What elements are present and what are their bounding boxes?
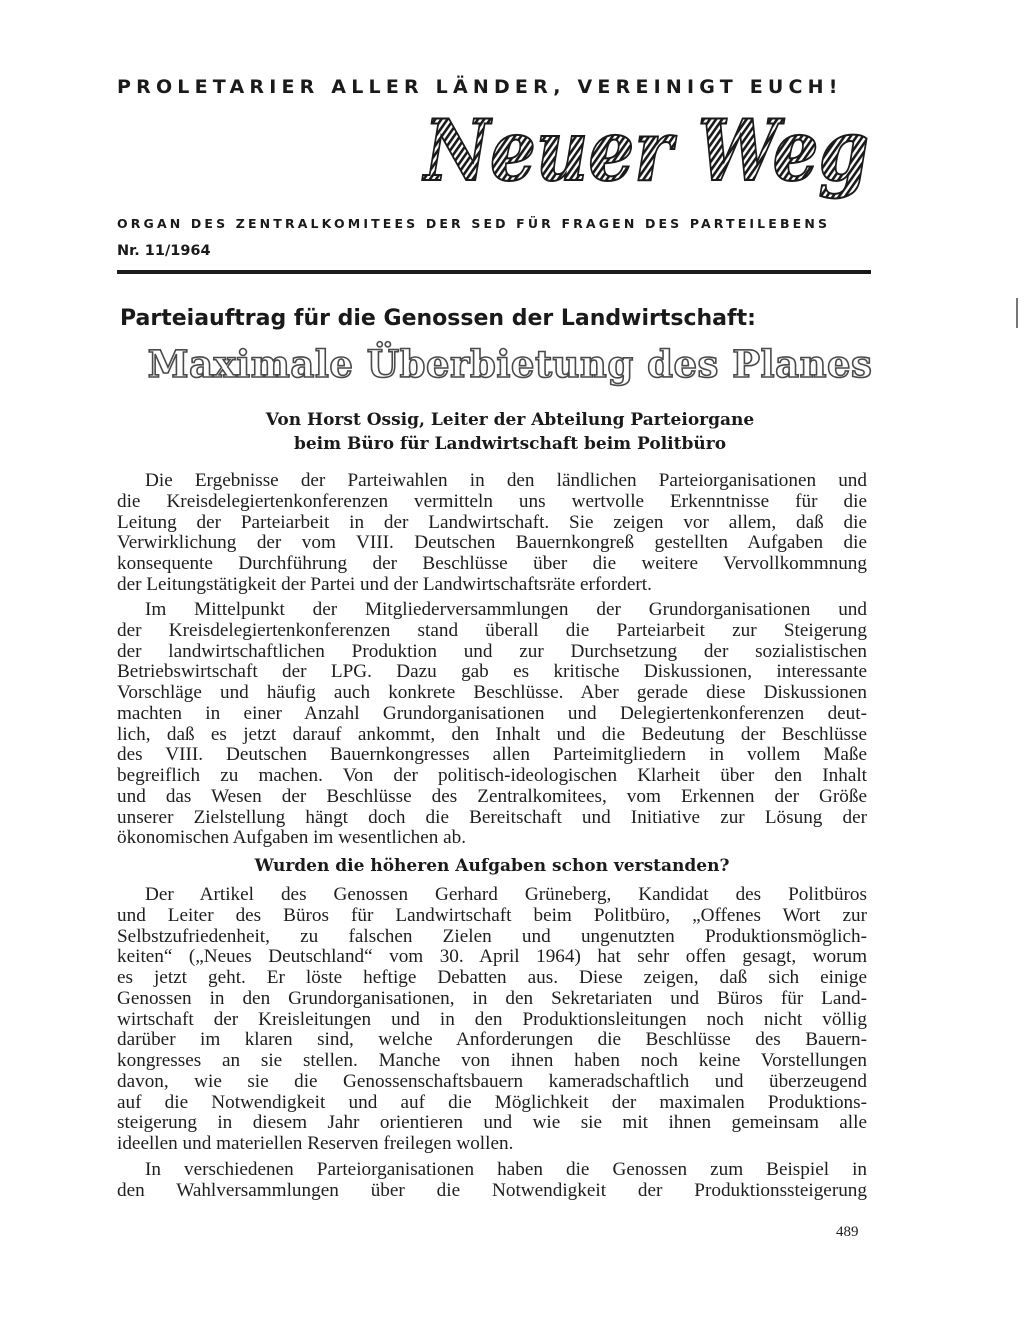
text-line: der Leitungstätigkeit der Partei und der Landwirtschaftsräte erfordert. [117, 573, 652, 595]
text-line: kongresses an sie stellen. Manche von ihnen haben noch keine Vorstellungen [117, 1050, 867, 1071]
text-line: die Kreisdelegiertenkonferenzen vermitteln uns wertvolle Erkenntnisse für die [117, 490, 867, 512]
text-line: unserer Zielstellung hängt doch die Bereitschaft und Initiative zur Lösung der [117, 806, 867, 828]
paragraph-1 [117, 471, 867, 596]
masthead-divider [117, 270, 871, 274]
text-line: auf die Notwendigkeit und auf die Möglichkeit der maximalen Produktions- [117, 1091, 867, 1113]
article-headline: Maximale Überbietung des Planes [147, 342, 873, 386]
paragraph-4 [117, 1160, 867, 1202]
article-kicker: Parteiauftrag für die Genossen der Landwirtschaft: [120, 306, 756, 331]
text-line: darüber im klaren sind, welche Anforderungen die Beschlüsse des Bauern- [117, 1029, 867, 1051]
text-line: Leitung der Parteiarbeit in der Landwirtschaft. Sie zeigen vor allem, daß die [117, 511, 867, 533]
text-line: In verschiedenen Parteiorganisationen haben die Genossen zum Beispiel in [145, 1159, 867, 1180]
text-line: und Leiter des Büros für Landwirtschaft beim Politbüro, „Offenes Wort zur [117, 904, 867, 926]
masthead-organ-line: ORGAN DES ZENTRALKOMITEES DER SED FÜR FRAGEN DES PARTEILEBENS [117, 216, 831, 231]
text-line: des VIII. Deutschen Bauernkongresses allen Parteimitgliedern in vollem Maße [117, 744, 867, 766]
paragraph-3 [117, 885, 867, 1155]
text-line: davon, wie sie die Genossenschaftsbauern kameradschaftlich und überzeugend [117, 1070, 867, 1092]
paragraph-2 [117, 600, 867, 849]
masthead-title [420, 101, 875, 204]
scan-edge-mark [1016, 298, 1018, 328]
byline-line: Von Horst Ossig, Leiter der Abteilung Parteiorgane [265, 410, 755, 430]
text-line: der Kreisdelegiertenkonferenzen stand überall die Parteiarbeit zur Steigerung [117, 619, 867, 641]
text-line: Vorschläge und häufig auch konkrete Beschlüsse. Aber gerade diese Diskussionen [117, 682, 867, 703]
text-line: lich, daß es jetzt darauf ankommt, den Inhalt und die Bedeutung der Beschlüsse [117, 723, 867, 745]
text-line: den Wahlversammlungen über die Notwendigkeit der Produktionssteigerung [117, 1179, 867, 1201]
text-line: Selbstzufriedenheit, zu falschen Zielen und ungenutzten Produktionsmöglich- [117, 925, 867, 947]
text-line: keiten“ („Neues Deutschland“ vom 30. April 1964) hat sehr offen gesagt, worum [117, 946, 867, 968]
article-subheading: Wurden die höheren Aufgaben schon verstanden? [254, 856, 730, 876]
text-line: Betriebswirtschaft der LPG. Dazu gab es kritische Diskussionen, interessante [117, 661, 867, 683]
text-line: es jetzt geht. Er löste heftige Debatten aus. Diese zeigen, daß sich einige [117, 967, 867, 988]
text-line: steigerung in diesem Jahr orientieren und wie sie mit ihnen gemeinsam alle [117, 1112, 867, 1134]
text-line: Verwirklichung der vom VIII. Deutschen Bauernkongreß gestellten Aufgaben die [117, 532, 867, 554]
issue-number: Nr. 11/1964 [117, 243, 211, 259]
masthead-slogan: PROLETARIER ALLER LÄNDER, VEREINIGT EUCH! [117, 76, 843, 98]
masthead-title-text: Neuer Weg [421, 101, 869, 200]
text-line: konsequente Durchführung der Beschlüsse über die weitere Vervollkommnung [117, 553, 867, 574]
article-byline [120, 408, 900, 456]
text-line: ökonomischen Aufgaben im wesentlichen ab. [117, 827, 467, 849]
text-line: Der Artikel des Genossen Gerhard Grüneberg, Kandidat des Politbüros [145, 884, 867, 905]
byline-line: beim Büro für Landwirtschaft beim Politbüro [293, 434, 727, 454]
text-line: machten in einer Anzahl Grundorganisationen und Delegiertenkonferenzen deut- [117, 702, 867, 724]
text-line: wirtschaft der Kreisleitungen und in den Produktionsleitungen noch nicht völlig [117, 1008, 867, 1030]
text-line: begreiflich zu machen. Von der politisch-ideologischen Klarheit über den Inhalt [117, 765, 867, 786]
text-line: Die Ergebnisse der Parteiwahlen in den ländlichen Parteiorganisationen und [145, 470, 867, 491]
text-line: ideellen und materiellen Reserven freilegen wollen. [117, 1133, 514, 1154]
masthead-title-graphic [420, 101, 875, 204]
text-line: Im Mittelpunkt der Mitgliederversammlungen der Grundorganisationen und [145, 599, 867, 620]
text-line: Genossen in den Grundorganisationen, in den Sekretariaten und Büros für Land- [117, 987, 867, 1009]
text-line: der landwirtschaftlichen Produktion und zur Durchsetzung der sozialistischen [117, 640, 867, 662]
page-number: 489 [836, 1224, 859, 1240]
text-line: und das Wesen der Beschlüsse des Zentralkomitees, vom Erkennen der Größe [117, 785, 867, 807]
